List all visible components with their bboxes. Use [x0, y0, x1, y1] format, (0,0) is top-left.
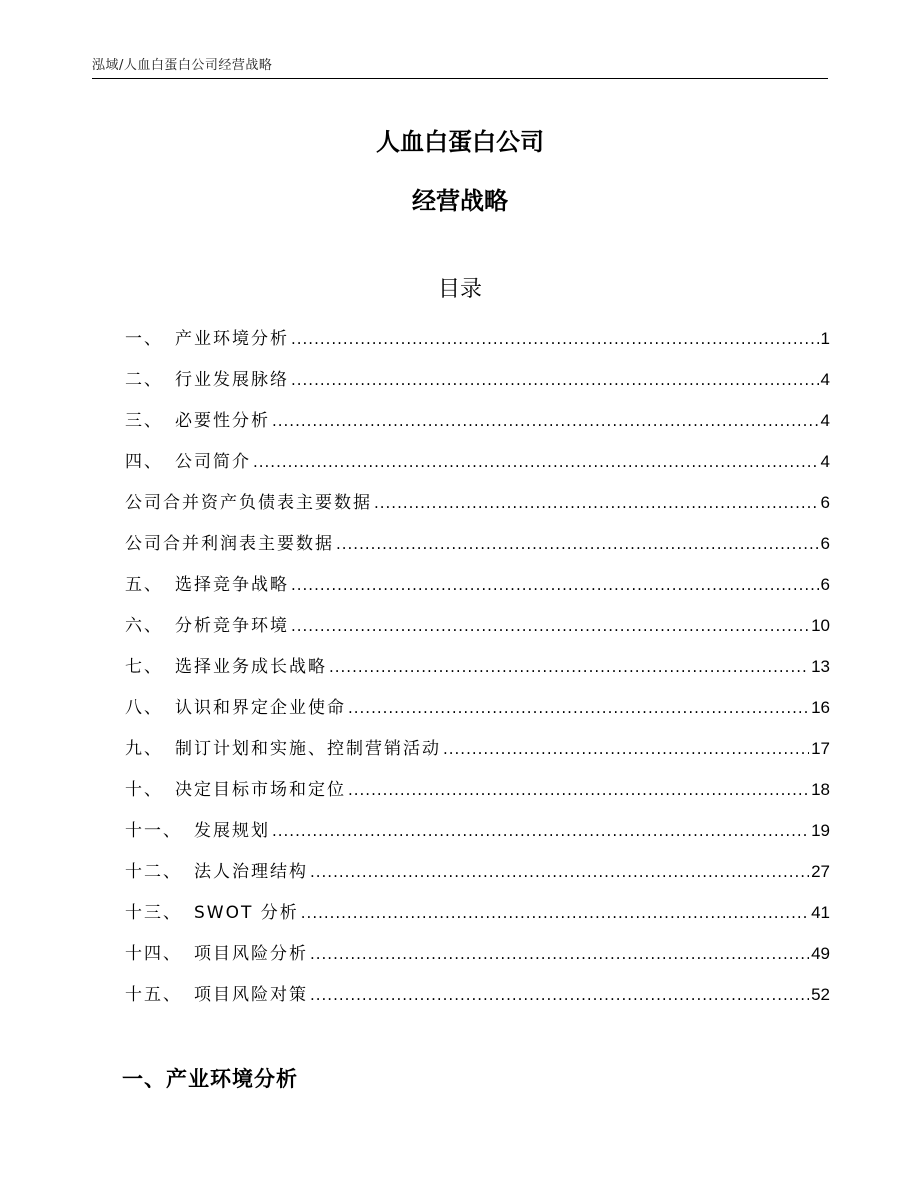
toc-entry-page: 13 [811, 657, 830, 676]
toc-entry-label: 制订计划和实施、控制营销活动 [175, 739, 441, 759]
toc-entry-number: 七、 [125, 657, 163, 677]
toc-dot-leader [310, 975, 809, 1016]
toc-entry-label: 决定目标市场和定位 [175, 780, 346, 800]
toc-entry-number: 六、 [125, 616, 163, 636]
toc-entry-number: 四、 [125, 452, 163, 472]
running-header: 泓域/人血白蛋白公司经营战略 [92, 58, 273, 73]
toc-entry-page: 41 [811, 903, 830, 922]
toc-entry-number: 十二、 [125, 862, 182, 882]
toc-dot-leader [310, 934, 809, 975]
toc-entry-label: 公司简介 [175, 452, 251, 472]
toc-entry-label: 发展规划 [194, 821, 270, 841]
toc-entry-label: 项目风险对策 [194, 985, 308, 1005]
toc-dot-leader [253, 442, 819, 483]
toc-entry-page: 52 [811, 985, 830, 1004]
toc-entry-label: 法人治理结构 [194, 862, 308, 882]
toc-dot-leader [329, 647, 809, 688]
toc-entry[interactable] [125, 851, 830, 892]
toc-entry-number: 十、 [125, 780, 163, 800]
toc-entry-label: 选择竞争战略 [175, 575, 289, 595]
toc-entry-page: 6 [820, 493, 830, 512]
toc-dot-leader [374, 483, 819, 524]
toc-entry-page: 4 [820, 370, 830, 389]
toc-entry-page: 4 [820, 452, 830, 471]
toc-entry-number: 九、 [125, 739, 163, 759]
toc-dot-leader [291, 319, 819, 360]
toc-entry-label: 公司合并利润表主要数据 [125, 534, 334, 554]
toc-entry-number: 八、 [125, 698, 163, 718]
toc-entry[interactable] [125, 400, 830, 441]
toc-dot-leader [348, 770, 809, 811]
toc-dot-leader [291, 360, 819, 401]
toc-entry-page: 27 [811, 862, 830, 881]
toc-entry-page: 49 [811, 944, 830, 963]
toc-entry[interactable] [125, 482, 830, 523]
toc-entry[interactable] [125, 892, 830, 933]
table-of-contents [125, 318, 830, 1015]
toc-dot-leader [443, 729, 809, 770]
toc-heading: 目录 [437, 277, 482, 302]
toc-entry-label: 分析竞争环境 [175, 616, 289, 636]
document-title: 人血白蛋白公司 [376, 128, 544, 156]
toc-entry-number: 五、 [125, 575, 163, 595]
toc-entry-label: SWOT 分析 [194, 903, 299, 923]
toc-dot-leader [310, 852, 809, 893]
toc-entry[interactable] [125, 564, 830, 605]
toc-entry-label: 项目风险分析 [194, 944, 308, 964]
toc-entry-number: 十一、 [125, 821, 182, 841]
toc-entry-page: 6 [820, 534, 830, 553]
toc-entry-number: 十四、 [125, 944, 182, 964]
toc-entry[interactable] [125, 605, 830, 646]
toc-entry-page: 4 [820, 411, 830, 430]
header-divider [92, 78, 828, 79]
toc-dot-leader [348, 688, 809, 729]
toc-entry-page: 10 [811, 616, 830, 635]
toc-dot-leader [291, 565, 819, 606]
toc-entry[interactable] [125, 441, 830, 482]
toc-entry[interactable] [125, 810, 830, 851]
toc-entry-page: 18 [811, 780, 830, 799]
toc-entry-label: 产业环境分析 [175, 329, 289, 349]
toc-dot-leader [272, 401, 819, 442]
toc-entry[interactable] [125, 687, 830, 728]
toc-entry[interactable] [125, 523, 830, 564]
toc-entry-number: 一、 [125, 329, 163, 349]
toc-entry-number: 十五、 [125, 985, 182, 1005]
toc-entry-number: 三、 [125, 411, 163, 431]
section-heading: 一、产业环境分析 [122, 1067, 298, 1091]
toc-dot-leader [272, 811, 809, 852]
toc-entry-label: 必要性分析 [175, 411, 270, 431]
toc-entry-page: 1 [820, 329, 830, 348]
toc-entry-number: 二、 [125, 370, 163, 390]
toc-entry[interactable] [125, 769, 830, 810]
toc-entry-number: 十三、 [125, 903, 182, 923]
toc-entry-page: 17 [811, 739, 830, 758]
toc-dot-leader [336, 524, 819, 565]
toc-entry-label: 选择业务成长战略 [175, 657, 327, 677]
toc-dot-leader [291, 606, 809, 647]
toc-entry[interactable] [125, 359, 830, 400]
toc-entry[interactable] [125, 318, 830, 359]
toc-entry[interactable] [125, 646, 830, 687]
toc-entry[interactable] [125, 728, 830, 769]
toc-entry-label: 认识和界定企业使命 [175, 698, 346, 718]
toc-entry-label: 行业发展脉络 [175, 370, 289, 390]
toc-entry[interactable] [125, 933, 830, 974]
toc-dot-leader [301, 893, 809, 934]
toc-entry-label: 公司合并资产负债表主要数据 [125, 493, 372, 513]
toc-entry-page: 19 [811, 821, 830, 840]
toc-entry-page: 6 [820, 575, 830, 594]
toc-entry-page: 16 [811, 698, 830, 717]
toc-entry[interactable] [125, 974, 830, 1015]
document-subtitle: 经营战略 [412, 187, 508, 215]
